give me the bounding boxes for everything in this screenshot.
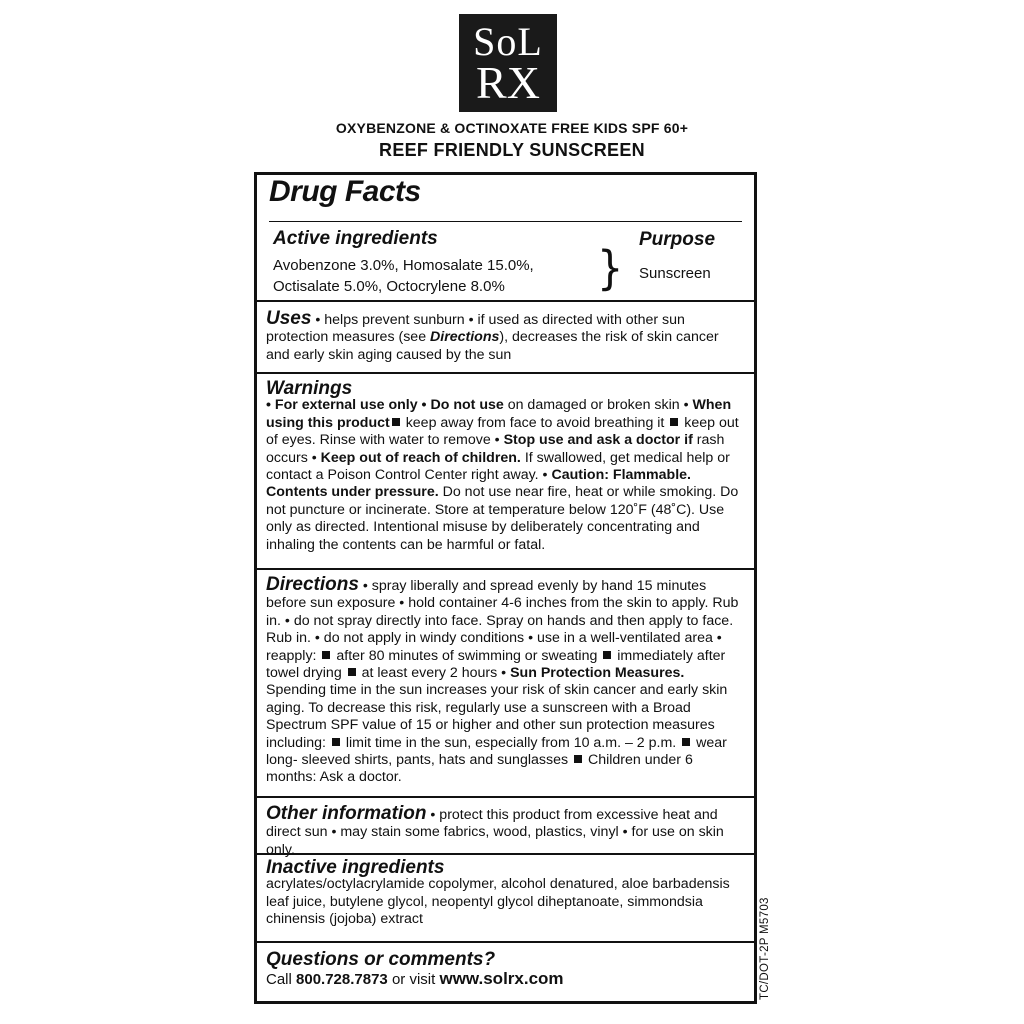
warn-when-using: When using this product [266,397,732,431]
other-information-section [257,798,754,858]
warn-keep-out: Keep out of reach of children. [320,449,521,466]
drug-facts-title: Drug Facts [269,175,421,208]
directions-heading: Directions [266,574,359,595]
warnings-heading: Warnings [266,378,353,399]
product-subtitle-2: REEF FRIENDLY SUNSCREEN [379,140,645,160]
dir-text-2: after 80 minutes of swimming or sweating [332,647,602,664]
bullet-square-icon [322,651,330,659]
bullet-square-icon [348,668,356,676]
solrx-logo [459,14,557,112]
directions-section [257,570,754,798]
purpose-value: Sunscreen [639,265,711,282]
active-line-2: Octisalate 5.0%, Octocrylene 8.0% [273,278,505,295]
uses-section [257,302,754,374]
product-code: TC/DOT-2P M5703 [759,897,771,1000]
bullet-square-icon [392,418,400,426]
dir-text-1: • spray liberally and spread evenly by hand 15 minutes before sun exposure • hold container 4-6 inches from the skin to apply. Rub in. • do not spray directly into face. Spray on hands and then apply to face. Rub in. • do not apply in windy conditions • use in a well-ventilated area • reapply: [266,578,739,664]
warn-text-3: keep out of eyes. Rinse with water to remove • [266,414,739,449]
dir-text-8: Children under 6 months: Ask a doctor. [266,752,693,786]
inactive-ingredients-heading: Inactive ingredients [266,857,445,878]
uses-heading: Uses [266,308,312,329]
warn-text-4: rash occurs • [266,432,725,466]
warn-text-5: If swallowed, get medical help or contact a Poison Control Center right away. • [266,449,730,484]
bullet-square-icon [682,738,690,746]
phone-number: 800.728.7873 [296,971,388,989]
warnings-section [257,374,754,570]
dir-text-7: wear long- sleeved shirts, pants, hats and sunglasses [266,734,727,769]
warn-external-use: • For external use only • Do not use [266,397,504,414]
bullet-square-icon [574,755,582,763]
title-divider [269,221,742,222]
logo-line-2: RX [476,57,540,108]
dir-text-3: immediately after towel drying [266,647,726,682]
warn-text-2: keep away from face to avoid breathing it [401,414,669,431]
active-ingredients-heading: Active ingredients [273,228,438,249]
questions-heading: Questions or comments? [266,949,496,970]
other-information-text: • protect this product from excessive heat and direct sun • may stain some fabrics, wood, plastics, vinyl • for use on skin only. [266,807,724,858]
purpose-heading: Purpose [639,229,716,250]
dir-sun-protection: Sun Protection Measures. [510,665,685,682]
brace-icon: } [597,241,624,295]
bullet-square-icon [332,738,340,746]
bullet-square-icon [603,651,611,659]
uses-text-1: • helps prevent sunburn • if used as directed with other sun protection measures (see [266,312,685,346]
dir-text-4: at least every 2 hours • [357,665,511,682]
bullet-square-icon [670,418,678,426]
active-ingredients-section [257,175,754,302]
active-line-1: Avobenzone 3.0%, Homosalate 15.0%, [273,257,534,274]
logo-line-1: SoL [473,19,543,64]
warn-caution: Caution: Flammable. Contents under pressure. [266,467,691,501]
website-link[interactable]: www.solrx.com [439,969,564,989]
call-label: Call [266,971,297,989]
warn-text-1: on damaged or broken skin • [503,397,693,414]
visit-label: or visit [387,971,440,989]
warnings-text [266,397,745,554]
other-information-heading: Other information [266,803,427,824]
active-ingredients-list [273,255,534,297]
uses-text-2: ), decreases the risk of skin cancer and early skin aging caused by the sun [266,329,719,363]
uses-directions-ref: Directions [430,329,500,346]
questions-section [257,943,754,1001]
contact-line [266,970,745,988]
warn-stop-use: Stop use and ask a doctor if [503,432,693,449]
warn-text-6: Do not use near fire, heat or while smoking. Do not puncture or incinerate. Store at temperature below 120˚F (48˚C). Use only as directed. Intentional misuse by deliberately concentrating and inhaling the contents can be harmful or fatal. [266,484,739,553]
product-subtitle-1: OXYBENZONE & OCTINOXATE FREE KIDS SPF 60+ [335,120,689,136]
dir-text-5: Spending time in the sun increases your risk of skin cancer and early skin aging. To decrease this risk, regularly use a sunscreen with a Broad Spectrum SPF value of 15 or higher and other sun protection measures including: [266,682,728,751]
inactive-ingredients-section [257,855,754,943]
dir-text-6: limit time in the sun, especially from 10 a.m. – 2 p.m. [341,734,681,751]
drug-facts-panel [254,172,757,1004]
inactive-ingredients-text: acrylates/octylacrylamide copolymer, alcohol denatured, aloe barbadensis leaf juice, butylene glycol, neopentyl glycol diheptanoate, simmondsia chinensis (jojoba) extract [266,876,730,928]
